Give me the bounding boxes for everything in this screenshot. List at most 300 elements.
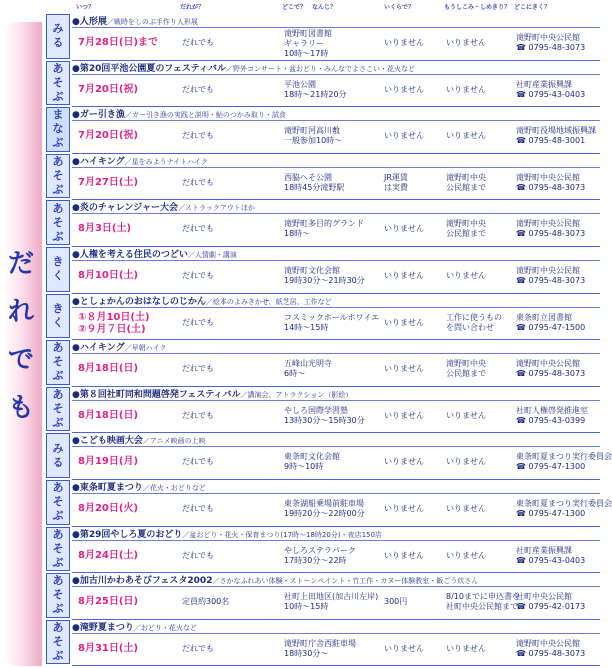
contact-office: 滝野町中央公民館 <box>516 638 580 648</box>
event-subtitle: ／戦時をしのぶ手作り人形展 <box>106 18 198 26</box>
event-date-line: 8月25日(日) <box>78 596 139 608</box>
event-date <box>78 456 138 468</box>
event-apply <box>446 592 520 612</box>
event-where-line: 滝野町河高川敷 <box>284 126 340 136</box>
event-date-line: 8月18日(日) <box>78 363 139 375</box>
event-apply-line: を問い合わせ <box>446 322 494 332</box>
event-detail <box>72 121 600 154</box>
event-title: ●ハイキング <box>72 156 125 167</box>
event-apply-line: 公民館まで <box>446 182 486 192</box>
category-badge-char: ぶ <box>52 369 64 383</box>
event-cost-line: JR運賃 <box>384 172 408 182</box>
category-badge-char: そ <box>52 169 64 183</box>
event-contact <box>516 313 585 333</box>
event-title: ●東条町夏まつり <box>72 483 143 493</box>
contact-office: 東条町夏まつり実行委員会 <box>516 452 612 462</box>
event-apply <box>446 457 486 467</box>
list-item <box>44 294 600 341</box>
event-detail <box>72 308 600 341</box>
category-badge <box>46 527 70 572</box>
category-badge-char: そ <box>52 541 64 555</box>
event-who: だれでも <box>182 364 214 374</box>
event-date-line: 8月19日(月) <box>78 456 139 468</box>
event-where-line: 6時～ <box>284 369 306 379</box>
event-where-line: 一般参加10時～ <box>284 136 343 146</box>
category-badge-char: あ <box>52 341 64 355</box>
category-badge-char: ぶ <box>52 555 64 569</box>
event-contact <box>516 126 596 146</box>
event-who: だれでも <box>182 177 214 187</box>
category-badge-char: そ <box>52 355 64 369</box>
event-title-bar <box>72 433 600 447</box>
contact-office: 滝野町役場地域振興課 <box>516 126 596 136</box>
event-apply <box>446 271 486 281</box>
event-who: だれでも <box>182 131 214 141</box>
event-contact <box>516 639 585 659</box>
event-date <box>78 363 138 375</box>
event-apply-line: いりません <box>446 271 486 280</box>
event-title: ●こども映画大会 <box>72 436 143 447</box>
event-apply-line: いりません <box>446 131 486 141</box>
event-apply-line: いりません <box>446 84 486 94</box>
event-where <box>284 499 365 519</box>
event-date-line: 8月3日(土) <box>78 223 132 235</box>
event-apply-line: 工作に使うもの <box>446 312 502 322</box>
event-date-line: 8月18日(日) <box>78 409 139 421</box>
contact-office: 滝野町中央公民館 <box>516 172 580 182</box>
phone-number: ☎ 0795-48-3073 <box>516 43 586 52</box>
contact-office: 社町中央公民館 <box>516 592 572 602</box>
event-title: ●ハイキング <box>72 343 125 354</box>
event-apply-line: 滝野町中央 <box>446 359 486 369</box>
event-apply <box>446 85 486 95</box>
event-date <box>78 410 138 422</box>
event-who: だれでも <box>182 317 214 327</box>
category-badge-char: あ <box>52 481 64 495</box>
event-subtitle: ／さかなふれあい体験・ストーンペイント・竹工作・カヌー体験教室・飯ごう炊さん <box>212 577 479 586</box>
event-where <box>284 29 332 59</box>
list-item <box>44 620 600 667</box>
event-cost: いりません <box>384 317 424 327</box>
event-date-line: 8月24日(土) <box>78 549 139 561</box>
list-item <box>44 247 600 294</box>
event-date <box>78 130 138 142</box>
event-contact <box>516 80 585 100</box>
event-title: ●第20回平池公園夏のフェスティバル <box>72 63 227 74</box>
event-where-line: 10時～17時 <box>284 49 329 58</box>
list-item <box>44 433 612 480</box>
event-where <box>284 126 342 146</box>
column-when: いつ？ <box>76 4 95 11</box>
event-cost: いりません <box>384 550 424 560</box>
category-badge-char: ぶ <box>52 649 64 663</box>
event-who: だれでも <box>182 84 214 94</box>
event-apply <box>446 359 486 379</box>
event-who: だれでも <box>182 457 214 467</box>
phone-number: ☎ 0795-48-3001 <box>516 136 586 146</box>
event-title: ●滝野夏まつり <box>72 622 134 633</box>
category-badge-char: き <box>52 255 64 269</box>
category-badge-char: き <box>52 301 64 315</box>
list-item <box>44 107 600 154</box>
category-badge-char: ま <box>52 108 64 122</box>
event-title-bar <box>72 340 600 354</box>
category-badge-char: み <box>52 441 64 455</box>
event-apply <box>446 38 486 48</box>
event-date <box>78 596 138 608</box>
event-who: だれでも <box>182 504 214 513</box>
event-apply-line: 8/10までに申込書を <box>446 592 520 602</box>
phone-number: ☎ 0795-47-1500 <box>516 322 586 332</box>
event-contact <box>516 406 588 426</box>
event-where-line: 18時～21時20分 <box>284 89 347 99</box>
event-title-bar <box>72 107 600 121</box>
event-title: ●加古川かわあそびフェスタ2002 <box>72 576 213 587</box>
event-apply-line: いりません <box>446 457 486 467</box>
category-badge-char: そ <box>52 402 64 416</box>
phone-number: ☎ 0795-48-3073 <box>516 182 586 192</box>
category-badge-char: そ <box>52 588 64 602</box>
event-apply-line: いりません <box>446 550 486 560</box>
category-badge-char: く <box>52 269 64 283</box>
event-title-bar <box>72 154 600 168</box>
category-badge-char: ぶ <box>52 229 64 243</box>
list-item <box>44 61 600 108</box>
event-where-line: 平池公園 <box>284 79 316 89</box>
event-where-line: 9時～10時 <box>284 462 324 472</box>
category-badge-char: ぶ <box>52 509 64 523</box>
phone-number: ☎ 0795-47-1300 <box>516 462 586 472</box>
event-title: ●第29回やしろ夏のおどり <box>72 529 183 540</box>
list-item <box>44 340 600 387</box>
category-badge-char: ぶ <box>52 183 64 197</box>
category-badge <box>46 620 70 665</box>
event-where-line: ギャラリー <box>284 39 324 48</box>
event-date-line: 8月10日(土) <box>78 270 139 281</box>
contact-office: 東条町夏まつり実行委員会 <box>516 499 612 508</box>
event-where <box>284 639 356 659</box>
event-detail <box>72 447 612 480</box>
category-badge-char: る <box>52 455 64 469</box>
column-apply: もうしこみ・しめきり？ <box>444 4 511 11</box>
event-detail <box>72 494 612 527</box>
contact-office: 東条町立図書館 <box>516 312 572 322</box>
event-date-line: 7月20日(祝) <box>78 130 139 142</box>
event-detail <box>72 634 600 667</box>
event-where <box>284 266 365 286</box>
event-title-bar <box>72 620 600 634</box>
event-who: だれでも <box>182 410 214 420</box>
event-cost <box>384 173 408 193</box>
phone-number: ☎ 0795-48-3073 <box>516 648 586 658</box>
category-badge-char: あ <box>52 201 64 215</box>
event-subtitle: ／花火・おどりなど <box>142 484 206 492</box>
event-title: ●としょかんのおはなしのじかん <box>72 296 206 307</box>
event-who: だれでも <box>182 271 214 280</box>
category-badge-char: そ <box>52 495 64 509</box>
event-apply-line: 公民館まで <box>446 369 486 379</box>
event-subtitle: ／おどり・花火など <box>133 623 197 632</box>
category-badge-char: あ <box>52 621 64 635</box>
event-cost: いりません <box>384 410 424 420</box>
event-date-line: 8月20日(火) <box>78 503 139 514</box>
event-who: だれでも <box>182 224 214 234</box>
event-where <box>284 546 356 566</box>
category-badge-char: そ <box>52 635 64 649</box>
event-subtitle: ／野外コンサート・盆おどり・みんなでよさこい・花火など <box>226 64 416 73</box>
event-where-line: 滝野町多目的グランド <box>284 219 364 229</box>
phone-number: ☎ 0795-43-0403 <box>516 555 586 565</box>
event-apply <box>446 219 486 239</box>
category-badge <box>46 480 70 525</box>
event-contact <box>516 219 585 239</box>
event-contact <box>516 499 612 519</box>
phone-number: ☎ 0795-48-3073 <box>516 369 586 379</box>
event-cost: いりません <box>384 271 424 280</box>
side-label-char: で <box>7 345 34 375</box>
event-detail <box>72 28 600 61</box>
event-subtitle: ／講演会、アトラクション（影絵） <box>240 390 353 399</box>
event-apply <box>446 551 486 561</box>
contact-office: 滝野町中央公民館 <box>516 219 580 229</box>
event-who: だれでも <box>182 38 214 47</box>
category-badge-char: く <box>52 315 64 329</box>
column-where: どこで？ なんじ？ <box>282 4 337 11</box>
event-date-line: 8月31日(土) <box>78 642 139 654</box>
event-apply-line: いりません <box>446 38 486 47</box>
event-contact <box>516 592 585 612</box>
event-title: ●人権を考える住民のつどい <box>72 250 188 260</box>
phone-number: ☎ 0795-48-3073 <box>516 276 586 285</box>
category-badge <box>46 573 70 618</box>
event-date <box>78 550 138 562</box>
event-subtitle: ／ストラックアウトほか <box>177 204 255 213</box>
contact-office: 滝野町中央公民館 <box>516 359 580 369</box>
contact-office: 社町人権啓発推進室 <box>516 405 588 415</box>
event-title: ●第８回社町同和問題啓発フェスティバル <box>72 389 241 400</box>
event-apply <box>446 644 486 654</box>
event-apply-line: 公民館まで <box>446 229 486 239</box>
event-apply-line: いりません <box>446 504 486 513</box>
category-badge <box>46 247 70 292</box>
event-title-bar <box>72 61 600 75</box>
event-who: だれでも <box>182 643 214 653</box>
event-where-line: 18時30分～ <box>284 648 329 658</box>
event-title-bar <box>72 387 600 401</box>
category-badge-char: ぶ <box>52 416 64 430</box>
event-where-line: 13時30分～15時30分 <box>284 415 365 425</box>
category-badge-char: ぶ <box>52 89 64 103</box>
category-badge-char: そ <box>52 215 64 229</box>
column-cost: いくらで？ <box>384 4 414 11</box>
event-date <box>78 312 150 336</box>
event-contact <box>516 173 585 193</box>
event-contact <box>516 546 585 566</box>
column-who: だれが？ <box>180 4 205 11</box>
category-badge-char: み <box>52 22 64 36</box>
event-title-bar <box>72 247 600 261</box>
event-contact <box>516 359 585 379</box>
event-subtitle: ／絵本のよみきかせ、紙芝居、工作など <box>205 297 332 306</box>
event-apply <box>446 313 502 333</box>
event-date <box>78 177 138 189</box>
category-badge-char: そ <box>52 75 64 89</box>
event-where-line: 五峰山光明寺 <box>284 359 332 369</box>
event-date-line: 7月20日(祝) <box>78 83 139 95</box>
list-item <box>44 200 600 247</box>
event-date-line: 7月28日(日)まで <box>78 37 159 48</box>
event-apply <box>446 411 486 421</box>
contact-office: 社町産業振興課 <box>516 545 572 555</box>
event-title-bar <box>72 527 600 541</box>
phone-number: ☎ 0795-47-1300 <box>516 509 586 518</box>
event-where-line: 18時～ <box>284 229 311 239</box>
contact-office: 滝野町中央公民館 <box>516 33 580 42</box>
list-item <box>44 573 600 620</box>
event-where <box>284 219 364 239</box>
event-detail <box>72 401 600 434</box>
event-subtitle: ／星をみようナイトハイク <box>124 157 208 166</box>
category-badge-char: ぶ <box>52 136 64 150</box>
category-badge-char: あ <box>52 527 64 541</box>
event-title: ●ガー引き漁 <box>72 110 125 121</box>
event-where-line: 17時30分～22時 <box>284 555 347 565</box>
event-where <box>284 592 378 612</box>
phone-number: ☎ 0795-48-3073 <box>516 229 586 239</box>
event-detail <box>72 541 600 574</box>
event-contact <box>516 266 585 286</box>
event-apply-line: いりません <box>446 643 486 653</box>
event-title-bar <box>72 573 600 587</box>
event-where <box>284 313 379 333</box>
event-cost: いりません <box>384 131 424 141</box>
category-badge <box>46 14 70 59</box>
event-where <box>284 359 332 379</box>
event-where-line: 14時～15時 <box>284 322 329 332</box>
event-contact <box>516 452 612 472</box>
category-badge <box>46 387 70 432</box>
event-where-line: やしろ国際学習塾 <box>284 405 348 415</box>
event-detail <box>72 75 600 108</box>
event-where-line: 滝野町庁舎西駐車場 <box>284 638 356 648</box>
event-who: だれでも <box>182 550 214 560</box>
event-where <box>284 452 340 472</box>
category-badge <box>46 107 70 152</box>
column-header <box>44 0 600 14</box>
event-detail <box>72 354 600 387</box>
event-date-line: 7月27日(土) <box>78 176 139 188</box>
contact-office: 社町産業振興課 <box>516 79 572 89</box>
event-apply <box>446 173 486 193</box>
event-title-bar <box>72 200 600 214</box>
event-apply <box>446 131 486 141</box>
event-cost: いりません <box>384 364 424 374</box>
event-subtitle: ／早朝ハイク <box>124 344 167 353</box>
event-date <box>78 223 131 235</box>
event-date-line: ②９月７日(土) <box>78 323 146 335</box>
contact-office: 滝野町中央公民館 <box>516 266 580 275</box>
event-where-line: 東条町文化会館 <box>284 452 340 462</box>
list-item <box>44 14 600 61</box>
event-where <box>284 406 365 426</box>
event-where-line: 滝野町図書館 <box>284 29 332 38</box>
event-cost: いりません <box>384 224 424 234</box>
event-detail <box>72 587 600 620</box>
event-apply-line: 滝野町中央 <box>446 219 486 229</box>
event-detail <box>72 214 600 247</box>
event-where-line: 19時30分～21時30分 <box>284 276 365 285</box>
event-date <box>78 643 138 655</box>
event-date-line: ①８月10日(土) <box>78 311 150 323</box>
event-title: ●炎のチャレンジャー大会 <box>72 203 178 214</box>
event-contact <box>516 33 585 53</box>
category-badge <box>46 340 70 385</box>
category-badge-char: な <box>52 122 64 136</box>
category-badge <box>46 61 70 106</box>
event-subtitle: ／ガー引き漁の実践と説明・鮎のつかみ取り・試食 <box>124 111 286 120</box>
list-item <box>44 527 600 574</box>
side-label-daredemo <box>6 240 36 432</box>
side-label-char: れ <box>7 297 34 327</box>
category-badge <box>46 294 70 339</box>
event-who: 定員約300名 <box>182 597 230 607</box>
event-title-bar <box>72 14 600 28</box>
category-badge-char: あ <box>52 574 64 588</box>
side-label-char: だ <box>7 249 34 279</box>
category-badge <box>46 154 70 199</box>
category-badge-char: る <box>52 36 64 50</box>
phone-number: ☎ 0795-43-0399 <box>516 415 586 425</box>
event-subtitle: ／人情劇・講演 <box>187 251 237 259</box>
event-title: ●人形展 <box>72 17 107 27</box>
event-cost-line: は実費 <box>384 182 408 192</box>
phone-number: ☎ 0795-43-0403 <box>516 89 586 99</box>
event-apply-line: いりません <box>446 410 486 420</box>
event-cost: いりません <box>384 504 424 513</box>
event-where-line: 社町上田地区(加古川左岸) <box>284 592 379 602</box>
category-badge <box>46 433 70 478</box>
event-where <box>284 80 347 100</box>
event-where-line: やしろステラパーク <box>284 545 356 555</box>
event-apply-line: 社町中央公民館まで <box>446 602 518 612</box>
event-where-line: 10時～15時 <box>284 602 329 612</box>
side-label-char: も <box>7 393 34 423</box>
event-cost: いりません <box>384 84 424 94</box>
event-where-line: 滝野町文化会館 <box>284 266 340 275</box>
event-detail <box>72 168 600 201</box>
event-date <box>78 37 158 49</box>
event-date <box>78 84 138 96</box>
column-contact: どこにきく？ <box>514 4 551 11</box>
event-title-bar <box>72 480 600 494</box>
event-where-line: 19時20分～22時00分 <box>284 509 365 518</box>
event-apply-line: 滝野町中央 <box>446 172 486 182</box>
event-date <box>78 270 138 282</box>
category-badge <box>46 200 70 245</box>
event-where-line: コスミックホールホワイエ <box>284 312 380 322</box>
phone-number: ☎ 0795-42-0173 <box>516 602 586 612</box>
list-item <box>44 154 600 201</box>
category-badge-char: あ <box>52 61 64 75</box>
event-apply <box>446 504 486 514</box>
event-subtitle: ／アニメ映画の上映 <box>142 437 206 446</box>
list-item <box>44 480 612 527</box>
event-where-line: 18時45分滝野駅 <box>284 182 345 192</box>
category-badge-char: あ <box>52 155 64 169</box>
event-cost: いりません <box>384 643 424 653</box>
event-date <box>78 503 138 515</box>
category-badge-char: あ <box>52 388 64 402</box>
